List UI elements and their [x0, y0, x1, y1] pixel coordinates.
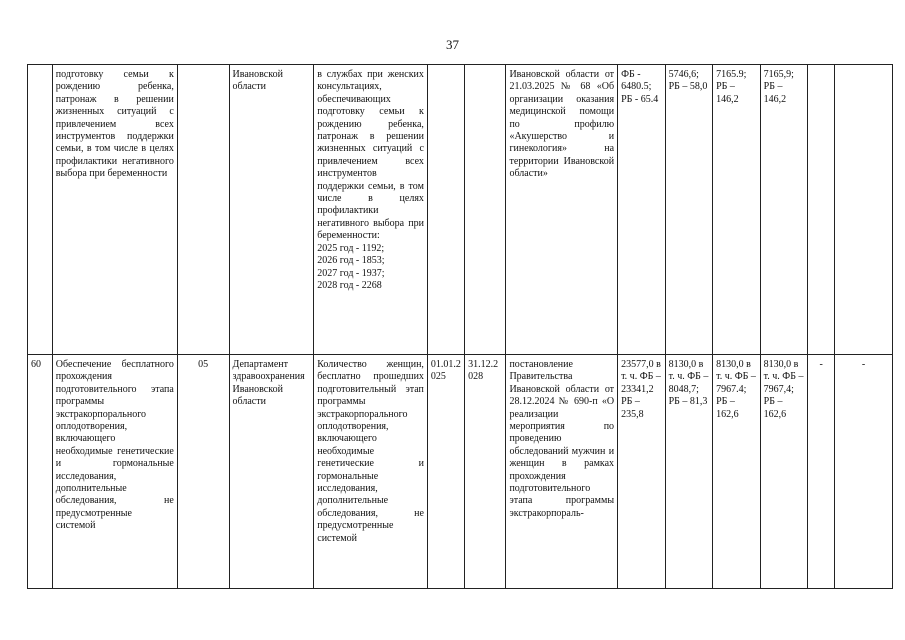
program-table [27, 64, 893, 589]
financing-total-cell: 23577,0 в т. ч. ФБ – 23341,2 РБ – 235,8 [618, 355, 666, 589]
financing-year-cell: 5746,6; РБ – 58,0 [665, 65, 713, 355]
financing-total-cell: ФБ - 6480.5; РБ - 65.4 [618, 65, 666, 355]
extra-cell [808, 65, 835, 355]
indicator-cell [314, 65, 428, 355]
document-cell: постановление Правительства Ивановской области от 28.12.2024 № 690-п «О реализации мероприятия по проведению обследований мужчин и женщин в рамках прохождения подготовительного этапа программы экстракорпораль- [506, 355, 618, 589]
financing-year-cell: 8130,0 в т. ч. ФБ – 7967,4; РБ – 162,6 [760, 355, 808, 589]
end-date-cell: 31.12.2028 [465, 355, 506, 589]
event-cell: Обеспечение бесплатного прохождения подготовительного этапа программы экстракорпорального оплодотворения, включающего необходимые генетические и гормональные исследования, дополнительные обследования, не предусмотренные системой [52, 355, 177, 589]
document-cell: Ивановской области от 21.03.2025 № 68 «Об организации оказания медицинской помощи по профилю «Акушерство и гинекология» на территории Ивановской области» [506, 65, 618, 355]
indicator-text: в службах при женских консультациях, обеспечивающих подготовку семьи к рождению ребенка, патронаж в решении жизненных ситуаций с привлечением всех инструментов поддержки семьи, в том числе в целях профилактики негативного выбора при беременности: [317, 69, 424, 242]
executor-cell: Ивановской области [229, 65, 314, 355]
financing-year-cell: 8130,0 в т. ч. ФБ – 7967.4; РБ – 162,6 [713, 355, 761, 589]
indicator-cell [314, 355, 428, 589]
row-number-cell: 60 [28, 355, 53, 589]
financing-year-cell: 8130,0 в т. ч. ФБ – 8048,7; РБ – 81,3 [665, 355, 713, 589]
code-cell [177, 65, 229, 355]
extra-cell [835, 65, 893, 355]
end-date-cell [465, 65, 506, 355]
event-cell: подготовку семьи к рождению ребенка, патронаж в решении жизненных ситуаций с привлечением всех инструментов поддержки семьи, в том числе в целях профилактики негативного выбора при беременности [52, 65, 177, 355]
indicator-text: Количество женщин, бесплатно прошедших подготовительный этап программы экстракорпорального оплодотворения, включающего необходимые генетические и гормональные исследования, дополнительные обследования, не предусмотренные системой [317, 359, 424, 544]
indicator-years: 2025 год - 1192; 2026 год - 1853; 2027 год - 1937; 2028 год - 2268 [317, 242, 385, 291]
code-cell: 05 [177, 355, 229, 589]
extra-cell: - [835, 355, 893, 589]
start-date-cell [427, 65, 464, 355]
executor-cell: Департамент здравоохранения Ивановской области [229, 355, 314, 589]
financing-year-cell: 7165.9; РБ – 146,2 [713, 65, 761, 355]
start-date-cell: 01.01.2025 [427, 355, 464, 589]
financing-year-cell: 7165,9; РБ – 146,2 [760, 65, 808, 355]
table-row [28, 355, 893, 589]
row-number-cell [28, 65, 53, 355]
extra-cell: - [808, 355, 835, 589]
page-number: 37 [446, 37, 459, 52]
table-row [28, 65, 893, 355]
